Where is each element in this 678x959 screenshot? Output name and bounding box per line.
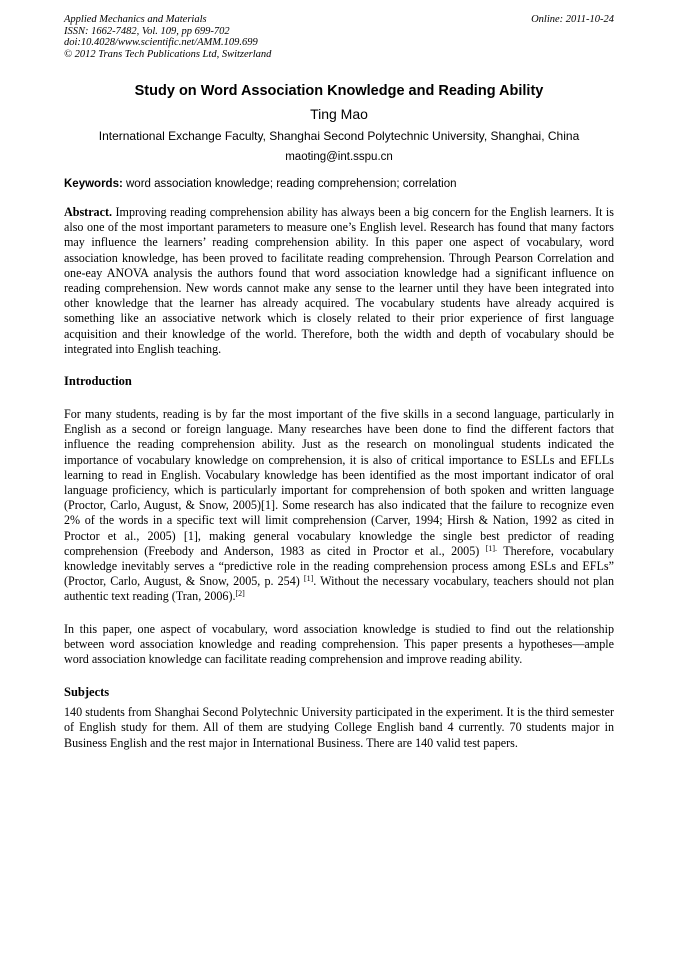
introduction-heading: Introduction bbox=[64, 374, 132, 389]
paper-page bbox=[64, 14, 614, 751]
abstract-paragraph bbox=[64, 205, 614, 357]
intro-p1-text-3: . Without the necessary vocabulary, teachers should not plan authentic text reading (Tran, 2006). bbox=[64, 574, 614, 604]
paper-title: Study on Word Association Knowledge and Reading Ability bbox=[134, 83, 544, 99]
subjects-paragraph: 140 students from Shanghai Second Polytechnic University participated in the experiment. It is the third semester of English study for them. All of them are studying College English band 4 currently. 70 students major in Business English and the rest major in International Business. There are 140 valid test papers. bbox=[64, 705, 614, 750]
introduction-paragraph-2: In this paper, one aspect of vocabulary, word association knowledge is studied to find out the relationship between word association knowledge and reading comprehension. This paper presents a hypotheses—ample word association knowledge can facilitate reading comprehension and improve reading ability. bbox=[64, 621, 614, 667]
citation-ref: [2] bbox=[235, 589, 245, 599]
author-affiliation: International Exchange Faculty, Shanghai Second Polytechnic University, Shanghai, China bbox=[98, 129, 580, 143]
journal-copyright: © 2012 Trans Tech Publications Ltd, Switzerland bbox=[64, 48, 272, 60]
keywords-label: Keywords: bbox=[64, 178, 123, 190]
intro-p1-text-2: Therefore, vocabulary knowledge inevitably serves a “predictive role in the reading comprehension process among ESLs and EFLs” (Proctor, Carlo, August, & Snow, 2005, p. 254) bbox=[64, 543, 615, 589]
abstract-text: Improving reading comprehension ability has always been a big concern for the English learners. It is also one of the most important parameters to measure one’s English level. Research has found that many factors may influence the learners’ reading comprehension ability. In this paper one aspect of vocabulary, word association knowledge, has been proved to facilitate reading comprehension. Through Pearson Correlation and one-eay ANOVA analysis the authors found that word association knowledge had a significant influence on reading comprehension. New words cannot make any sense to the learner until they have been integrated into other knowledge that the learner has already acquired. The vocabulary students have already acquired is something like an associative network which is closely related to their prior experience of first language acquisition and their knowledge of the world. Therefore, both the width and depth of vocabulary should be integrated into English teaching. bbox=[64, 205, 614, 356]
keywords-text: word association knowledge; reading comprehension; correlation bbox=[122, 178, 457, 190]
citation-ref: [1]. bbox=[485, 543, 498, 553]
online-date: Online: 2011-10-24 bbox=[531, 14, 614, 25]
intro-p1-text-1: For many students, reading is by far the most important of the five skills in a second language, particularly in English as a second or foreign language. Many researches have been done to find the different factors that influence the reading comprehension ability. Just as the research on monolingual students indicated the importance of vocabulary knowledge on comprehension, it is also of critical importance to ESLLs and EFLLs learning to read in English. Vocabulary knowledge has been identified as the most important indicator of oral language proficiency, which is particularly important for comprehension of both spoken and written language (Proctor, Carlo, August, & Snow, 2005)[1]. Some research has also indicated that the failure to recognize even 2% of the words in a specific text will limit comprehension (Carver, 1994; Hirsh & Nation, 1992 as cited in Proctor et al., 2005) [1], making general vocabulary knowledge the single best predictor of reading comprehension (Freebody and Anderson, 1983 as cited in Proctor et al., 2005) bbox=[64, 407, 614, 558]
author-email: maoting@int.sspu.cn bbox=[285, 151, 393, 163]
subjects-heading: Subjects bbox=[64, 685, 110, 700]
journal-doi: doi:10.4028/www.scientific.net/AMM.109.699 bbox=[64, 37, 258, 49]
keywords-line bbox=[64, 177, 614, 192]
journal-issn: ISSN: 1662-7482, Vol. 109, pp 699-702 bbox=[64, 25, 230, 37]
citation-ref: [1] bbox=[303, 574, 314, 584]
abstract-label: Abstract. bbox=[64, 205, 113, 219]
journal-name: Applied Mechanics and Materials bbox=[64, 14, 207, 25]
journal-header bbox=[64, 14, 614, 64]
author-name: Ting Mao bbox=[310, 106, 368, 122]
introduction-paragraph-1 bbox=[64, 407, 614, 605]
